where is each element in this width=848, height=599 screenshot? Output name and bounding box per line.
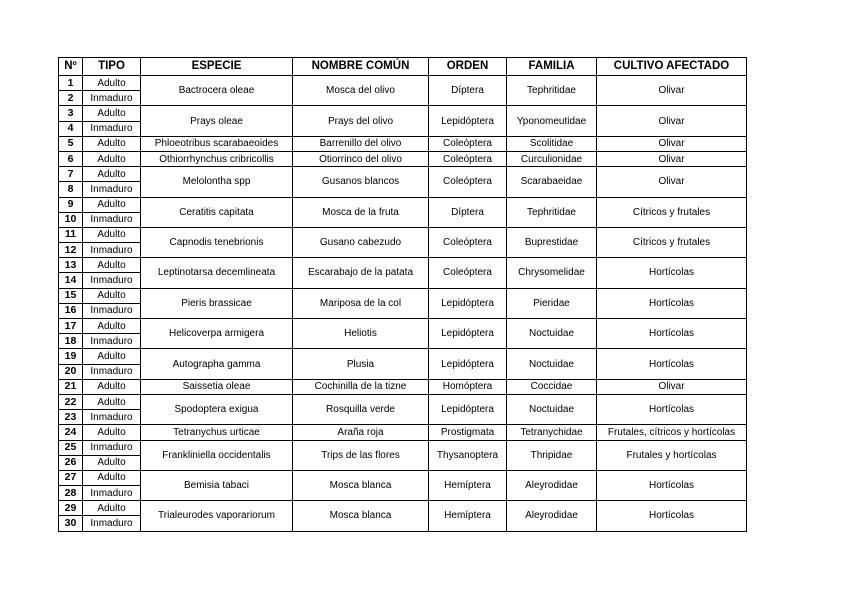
row-number: 5 [59, 136, 83, 151]
row-number: 27 [59, 470, 83, 485]
cell-cultivo: Olivar [597, 76, 747, 106]
cell-cultivo: Hortícolas [597, 501, 747, 531]
cell-familia: Aleyrodidae [507, 470, 597, 500]
table-row [59, 470, 747, 485]
cell-familia: Pieridae [507, 288, 597, 318]
cell-nombre-comun: Mariposa de la col [293, 288, 429, 318]
cell-orden: Hemíptera [429, 470, 507, 500]
row-tipo: Adulto [83, 425, 141, 440]
row-tipo: Inmaduro [83, 91, 141, 106]
table-body [59, 76, 747, 532]
cell-orden: Coleóptera [429, 258, 507, 288]
cell-especie: Tetranychus urticae [141, 425, 293, 440]
row-tipo: Adulto [83, 394, 141, 409]
row-tipo: Adulto [83, 470, 141, 485]
cell-especie: Leptinotarsa decemlineata [141, 258, 293, 288]
table-row [59, 379, 747, 394]
header-num: Nº [59, 58, 83, 76]
cell-especie: Autographa gamma [141, 349, 293, 379]
cell-nombre-comun: Barrenillo del olivo [293, 136, 429, 151]
cell-familia: Aleyrodidae [507, 501, 597, 531]
row-tipo: Inmaduro [83, 273, 141, 288]
row-number: 24 [59, 425, 83, 440]
cell-orden: Homóptera [429, 379, 507, 394]
cell-cultivo: Olivar [597, 136, 747, 151]
row-tipo: Adulto [83, 151, 141, 166]
row-tipo: Adulto [83, 319, 141, 334]
header-orden: ORDEN [429, 58, 507, 76]
cell-orden: Hemíptera [429, 501, 507, 531]
cell-orden: Coleóptera [429, 136, 507, 151]
header-cultivo: CULTIVO AFECTADO [597, 58, 747, 76]
cell-familia: Tephritidae [507, 197, 597, 227]
header-especie: ESPECIE [141, 58, 293, 76]
cell-especie: Phloeotribus scarabaeoides [141, 136, 293, 151]
cell-nombre-comun: Prays del olivo [293, 106, 429, 136]
row-number: 9 [59, 197, 83, 212]
row-number: 3 [59, 106, 83, 121]
cell-especie: Ceratitis capitata [141, 197, 293, 227]
row-tipo: Inmaduro [83, 303, 141, 318]
cell-nombre-comun: Mosca blanca [293, 501, 429, 531]
table-row [59, 394, 747, 409]
row-number: 18 [59, 334, 83, 349]
cell-especie: Frankliniella occidentalis [141, 440, 293, 470]
row-number: 23 [59, 410, 83, 425]
row-number: 29 [59, 501, 83, 516]
cell-familia: Thripidae [507, 440, 597, 470]
table-row [59, 288, 747, 303]
cell-especie: Bactrocera oleae [141, 76, 293, 106]
cell-nombre-comun: Mosca del olivo [293, 76, 429, 106]
row-tipo: Adulto [83, 501, 141, 516]
row-tipo: Inmaduro [83, 121, 141, 136]
row-number: 15 [59, 288, 83, 303]
row-tipo: Adulto [83, 76, 141, 91]
cell-orden: Lepidóptera [429, 106, 507, 136]
cell-orden: Díptera [429, 76, 507, 106]
cell-cultivo: Hortícolas [597, 319, 747, 349]
cell-familia: Scolitidae [507, 136, 597, 151]
cell-cultivo: Hortícolas [597, 349, 747, 379]
cell-nombre-comun: Gusano cabezudo [293, 227, 429, 257]
cell-cultivo: Hortícolas [597, 394, 747, 424]
cell-nombre-comun: Cochinilla de la tizne [293, 379, 429, 394]
table-row [59, 167, 747, 182]
row-tipo: Inmaduro [83, 334, 141, 349]
cell-especie: Spodoptera exigua [141, 394, 293, 424]
row-number: 17 [59, 319, 83, 334]
row-number: 25 [59, 440, 83, 455]
cell-especie: Pieris brassicae [141, 288, 293, 318]
table-row [59, 440, 747, 455]
cell-orden: Thysanoptera [429, 440, 507, 470]
row-number: 22 [59, 394, 83, 409]
row-number: 21 [59, 379, 83, 394]
table-row [59, 151, 747, 166]
cell-nombre-comun: Heliotis [293, 319, 429, 349]
row-tipo: Adulto [83, 349, 141, 364]
cell-orden: Coleóptera [429, 227, 507, 257]
cell-cultivo: Cítricos y frutales [597, 197, 747, 227]
cell-orden: Lepidóptera [429, 288, 507, 318]
cell-cultivo: Frutales y hortícolas [597, 440, 747, 470]
cell-familia: Yponomeutidae [507, 106, 597, 136]
cell-cultivo: Olivar [597, 151, 747, 166]
cell-orden: Prostigmata [429, 425, 507, 440]
row-number: 6 [59, 151, 83, 166]
cell-especie: Othiorrhynchus cribricollis [141, 151, 293, 166]
row-number: 12 [59, 243, 83, 258]
cell-cultivo: Frutales, cítricos y hortícolas [597, 425, 747, 440]
row-number: 13 [59, 258, 83, 273]
row-number: 26 [59, 455, 83, 470]
cell-orden: Coleóptera [429, 167, 507, 197]
table-row [59, 501, 747, 516]
cell-familia: Noctuidae [507, 319, 597, 349]
row-number: 4 [59, 121, 83, 136]
cell-nombre-comun: Rosquilla verde [293, 394, 429, 424]
row-tipo: Inmaduro [83, 516, 141, 531]
row-number: 2 [59, 91, 83, 106]
cell-familia: Scarabaeidae [507, 167, 597, 197]
row-number: 28 [59, 486, 83, 501]
cell-familia: Buprestidae [507, 227, 597, 257]
cell-nombre-comun: Escarabajo de la patata [293, 258, 429, 288]
cell-familia: Tephritidae [507, 76, 597, 106]
row-tipo: Inmaduro [83, 212, 141, 227]
row-tipo: Adulto [83, 455, 141, 470]
cell-cultivo: Hortícolas [597, 470, 747, 500]
row-number: 16 [59, 303, 83, 318]
row-tipo: Adulto [83, 258, 141, 273]
row-number: 20 [59, 364, 83, 379]
row-tipo: Adulto [83, 167, 141, 182]
cell-especie: Helicoverpa armigera [141, 319, 293, 349]
row-number: 11 [59, 227, 83, 242]
cell-orden: Coleóptera [429, 151, 507, 166]
cell-familia: Noctuidae [507, 394, 597, 424]
table-row [59, 197, 747, 212]
cell-orden: Lepidóptera [429, 394, 507, 424]
cell-cultivo: Hortícolas [597, 288, 747, 318]
pest-table [58, 57, 747, 532]
header-row [59, 58, 747, 76]
cell-cultivo: Olivar [597, 379, 747, 394]
cell-familia: Coccidae [507, 379, 597, 394]
row-tipo: Adulto [83, 136, 141, 151]
table-row [59, 319, 747, 334]
cell-nombre-comun: Plusia [293, 349, 429, 379]
cell-orden: Lepidóptera [429, 349, 507, 379]
cell-orden: Díptera [429, 197, 507, 227]
cell-especie: Melolontha spp [141, 167, 293, 197]
cell-especie: Trialeurodes vaporariorum [141, 501, 293, 531]
cell-cultivo: Olivar [597, 167, 747, 197]
table-row [59, 258, 747, 273]
table-row [59, 349, 747, 364]
table-row [59, 76, 747, 91]
row-tipo: Inmaduro [83, 182, 141, 197]
cell-especie: Capnodis tenebrionis [141, 227, 293, 257]
row-tipo: Inmaduro [83, 364, 141, 379]
cell-nombre-comun: Mosca de la fruta [293, 197, 429, 227]
header-nombre-comun: NOMBRE COMÚN [293, 58, 429, 76]
cell-especie: Bemisia tabaci [141, 470, 293, 500]
cell-nombre-comun: Mosca blanca [293, 470, 429, 500]
header-tipo: TIPO [83, 58, 141, 76]
cell-especie: Saissetia oleae [141, 379, 293, 394]
row-number: 10 [59, 212, 83, 227]
row-number: 14 [59, 273, 83, 288]
cell-nombre-comun: Otiorrinco del olivo [293, 151, 429, 166]
row-number: 1 [59, 76, 83, 91]
cell-nombre-comun: Araña roja [293, 425, 429, 440]
table-row [59, 425, 747, 440]
cell-cultivo: Cítricos y frutales [597, 227, 747, 257]
table-row [59, 227, 747, 242]
row-tipo: Inmaduro [83, 410, 141, 425]
cell-familia: Curculionidae [507, 151, 597, 166]
row-tipo: Adulto [83, 288, 141, 303]
row-number: 30 [59, 516, 83, 531]
row-number: 8 [59, 182, 83, 197]
row-tipo: Inmaduro [83, 486, 141, 501]
cell-familia: Tetranychidae [507, 425, 597, 440]
cell-nombre-comun: Trips de las flores [293, 440, 429, 470]
cell-familia: Chrysomelidae [507, 258, 597, 288]
row-tipo: Adulto [83, 379, 141, 394]
row-tipo: Inmaduro [83, 440, 141, 455]
row-tipo: Adulto [83, 227, 141, 242]
cell-nombre-comun: Gusanos blancos [293, 167, 429, 197]
header-familia: FAMILIA [507, 58, 597, 76]
cell-cultivo: Hortícolas [597, 258, 747, 288]
cell-cultivo: Olivar [597, 106, 747, 136]
cell-orden: Lepidóptera [429, 319, 507, 349]
row-number: 7 [59, 167, 83, 182]
row-tipo: Adulto [83, 106, 141, 121]
row-tipo: Adulto [83, 197, 141, 212]
cell-especie: Prays oleae [141, 106, 293, 136]
table-row [59, 106, 747, 121]
table-row [59, 136, 747, 151]
row-tipo: Inmaduro [83, 243, 141, 258]
cell-familia: Noctuidae [507, 349, 597, 379]
row-number: 19 [59, 349, 83, 364]
